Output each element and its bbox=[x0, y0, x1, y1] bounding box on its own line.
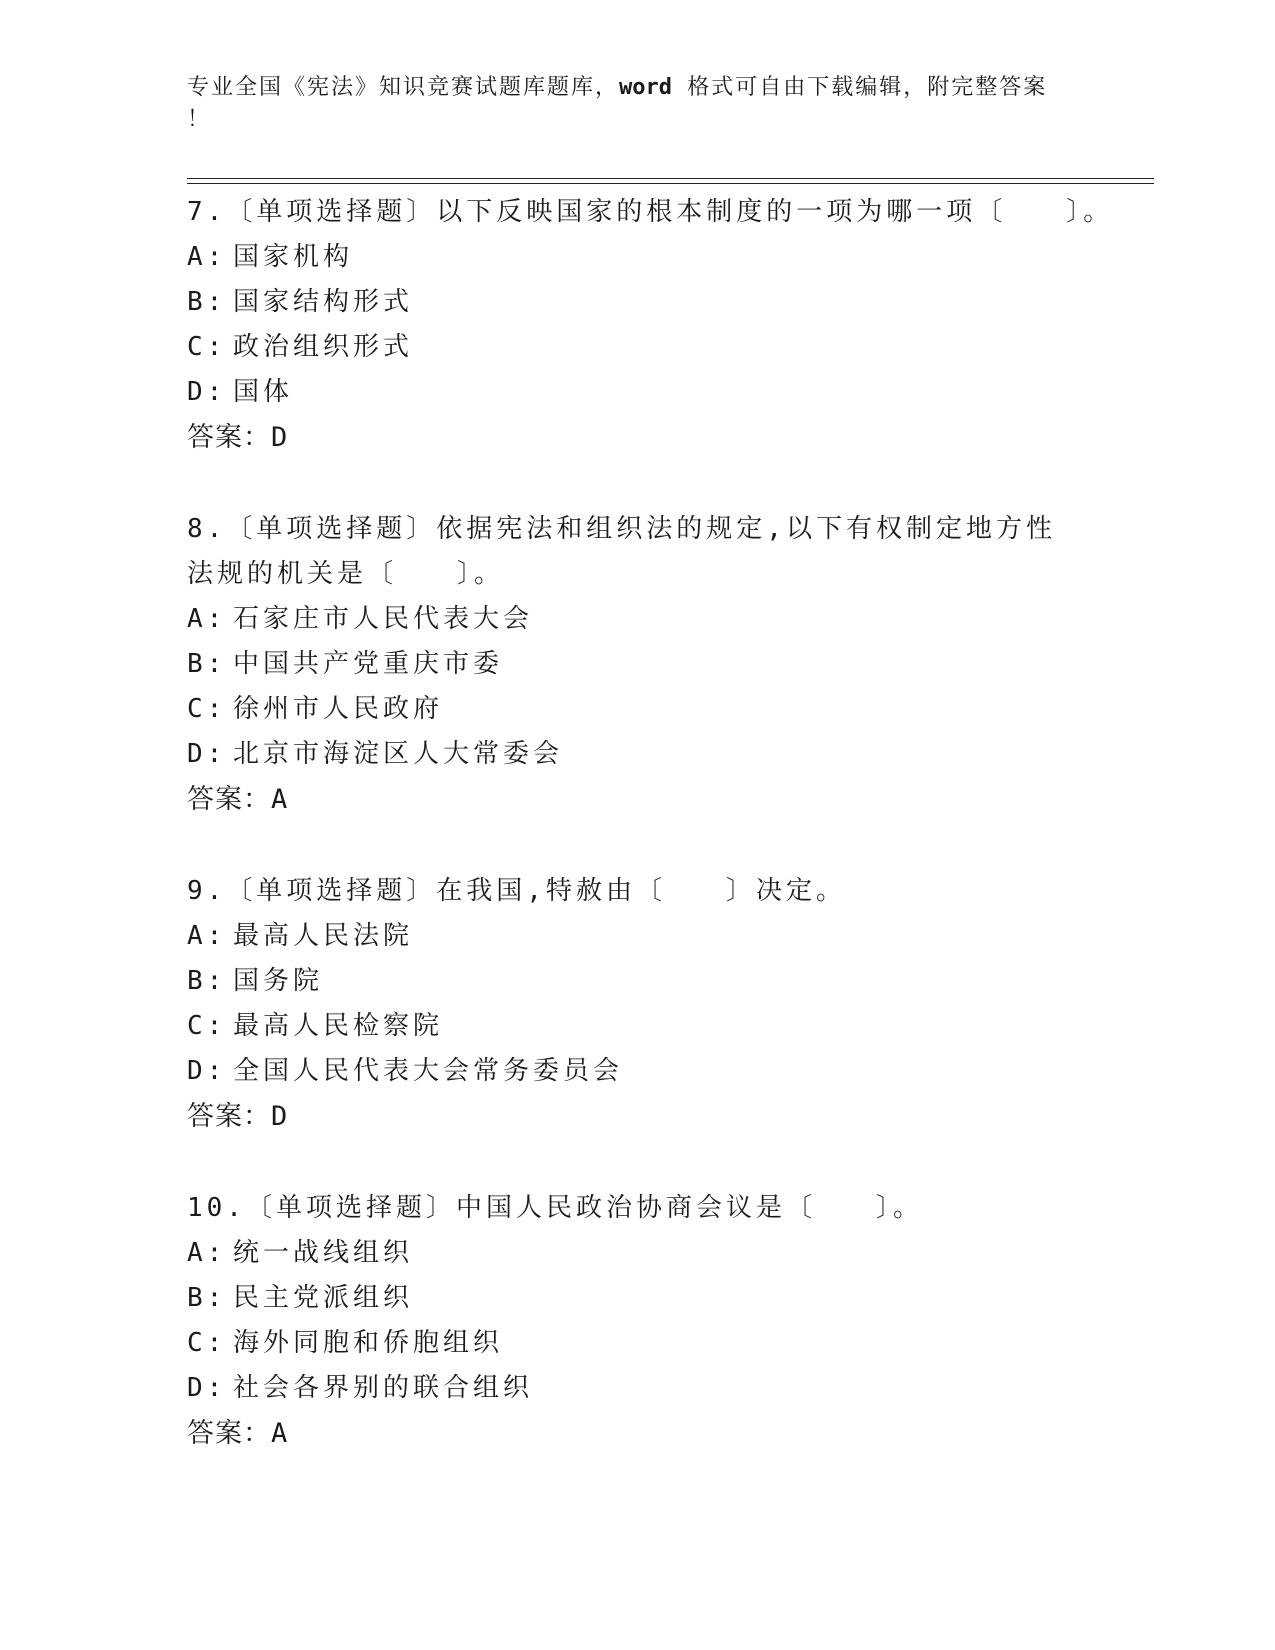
question-7 bbox=[187, 190, 1147, 461]
option-key: C: bbox=[187, 694, 227, 724]
option-a bbox=[187, 235, 1147, 280]
answer-label: 答案： bbox=[187, 784, 271, 815]
option-text: 民主党派组织 bbox=[233, 1283, 414, 1313]
option-b bbox=[187, 642, 1147, 687]
option-text: 社会各界别的联合组织 bbox=[233, 1373, 534, 1403]
header-line-1 bbox=[187, 72, 1087, 104]
option-key: B: bbox=[187, 287, 227, 317]
header-title-text: 专业全国《宪法》知识竞赛试题库题库， bbox=[187, 75, 620, 100]
option-key: A: bbox=[187, 1238, 227, 1268]
header-title-suffix: 格式可自由下载编辑，附完整答案 bbox=[672, 75, 1048, 100]
option-key: D: bbox=[187, 1056, 227, 1086]
option-d bbox=[187, 370, 1147, 415]
option-text: 北京市海淀区人大常委会 bbox=[233, 739, 564, 769]
header-word-text: word bbox=[619, 75, 672, 100]
option-key: C: bbox=[187, 1011, 227, 1041]
question-stem: 9.〔单项选择题〕在我国,特赦由〔 〕决定。 bbox=[187, 876, 846, 906]
option-key: A: bbox=[187, 921, 227, 951]
question-8 bbox=[187, 507, 1147, 823]
answer-line bbox=[187, 415, 1147, 461]
option-c bbox=[187, 687, 1147, 732]
option-key: C: bbox=[187, 332, 227, 362]
document-header bbox=[187, 72, 1087, 136]
question-9 bbox=[187, 869, 1147, 1140]
option-text: 徐州市人民政府 bbox=[233, 694, 444, 724]
answer-label: 答案： bbox=[187, 1101, 271, 1132]
option-text: 国家机构 bbox=[233, 242, 354, 272]
option-text: 国体 bbox=[233, 377, 294, 407]
option-d bbox=[187, 732, 1147, 777]
option-text: 国务院 bbox=[233, 966, 324, 996]
option-key: D: bbox=[187, 377, 227, 407]
answer-value: A bbox=[271, 1418, 289, 1449]
question-10 bbox=[187, 1186, 1147, 1457]
answer-label: 答案： bbox=[187, 422, 271, 453]
question-list bbox=[187, 190, 1147, 1503]
option-text: 海外同胞和侨胞组织 bbox=[233, 1328, 504, 1358]
option-text: 石家庄市人民代表大会 bbox=[233, 604, 534, 634]
option-c bbox=[187, 1321, 1147, 1366]
answer-value: D bbox=[271, 422, 289, 453]
option-text: 统一战线组织 bbox=[233, 1238, 414, 1268]
option-key: C: bbox=[187, 1328, 227, 1358]
option-a bbox=[187, 597, 1147, 642]
option-key: A: bbox=[187, 242, 227, 272]
option-b bbox=[187, 959, 1147, 1004]
answer-line bbox=[187, 1411, 1147, 1457]
option-key: D: bbox=[187, 739, 227, 769]
option-d bbox=[187, 1366, 1147, 1411]
option-c bbox=[187, 1004, 1147, 1049]
option-b bbox=[187, 1276, 1147, 1321]
header-divider-top bbox=[187, 178, 1154, 179]
option-d bbox=[187, 1049, 1147, 1094]
question-stem: 7.〔单项选择题〕以下反映国家的根本制度的一项为哪一项〔 〕。 bbox=[187, 197, 1114, 227]
option-a bbox=[187, 1231, 1147, 1276]
option-text: 中国共产党重庆市委 bbox=[233, 649, 504, 679]
option-text: 政治组织形式 bbox=[233, 332, 414, 362]
option-key: B: bbox=[187, 649, 227, 679]
option-text: 国家结构形式 bbox=[233, 287, 414, 317]
answer-label: 答案： bbox=[187, 1418, 271, 1449]
option-text: 全国人民代表大会常务委员会 bbox=[233, 1056, 624, 1086]
option-c bbox=[187, 325, 1147, 370]
answer-value: A bbox=[271, 784, 289, 815]
option-key: A: bbox=[187, 604, 227, 634]
option-key: B: bbox=[187, 1283, 227, 1313]
question-stem: 8.〔单项选择题〕依据宪法和组织法的规定,以下有权制定地方性法规的机关是〔 〕。 bbox=[187, 514, 1056, 589]
option-text: 最高人民法院 bbox=[233, 921, 414, 951]
option-key: B: bbox=[187, 966, 227, 996]
header-line-2: ！ bbox=[187, 107, 212, 132]
option-key: D: bbox=[187, 1373, 227, 1403]
answer-line bbox=[187, 1094, 1147, 1140]
option-text: 最高人民检察院 bbox=[233, 1011, 444, 1041]
header-divider-bottom bbox=[187, 183, 1154, 184]
question-stem: 10.〔单项选择题〕中国人民政治协商会议是〔 〕。 bbox=[187, 1193, 923, 1223]
option-a bbox=[187, 914, 1147, 959]
option-b bbox=[187, 280, 1147, 325]
answer-line bbox=[187, 777, 1147, 823]
answer-value: D bbox=[271, 1101, 289, 1132]
